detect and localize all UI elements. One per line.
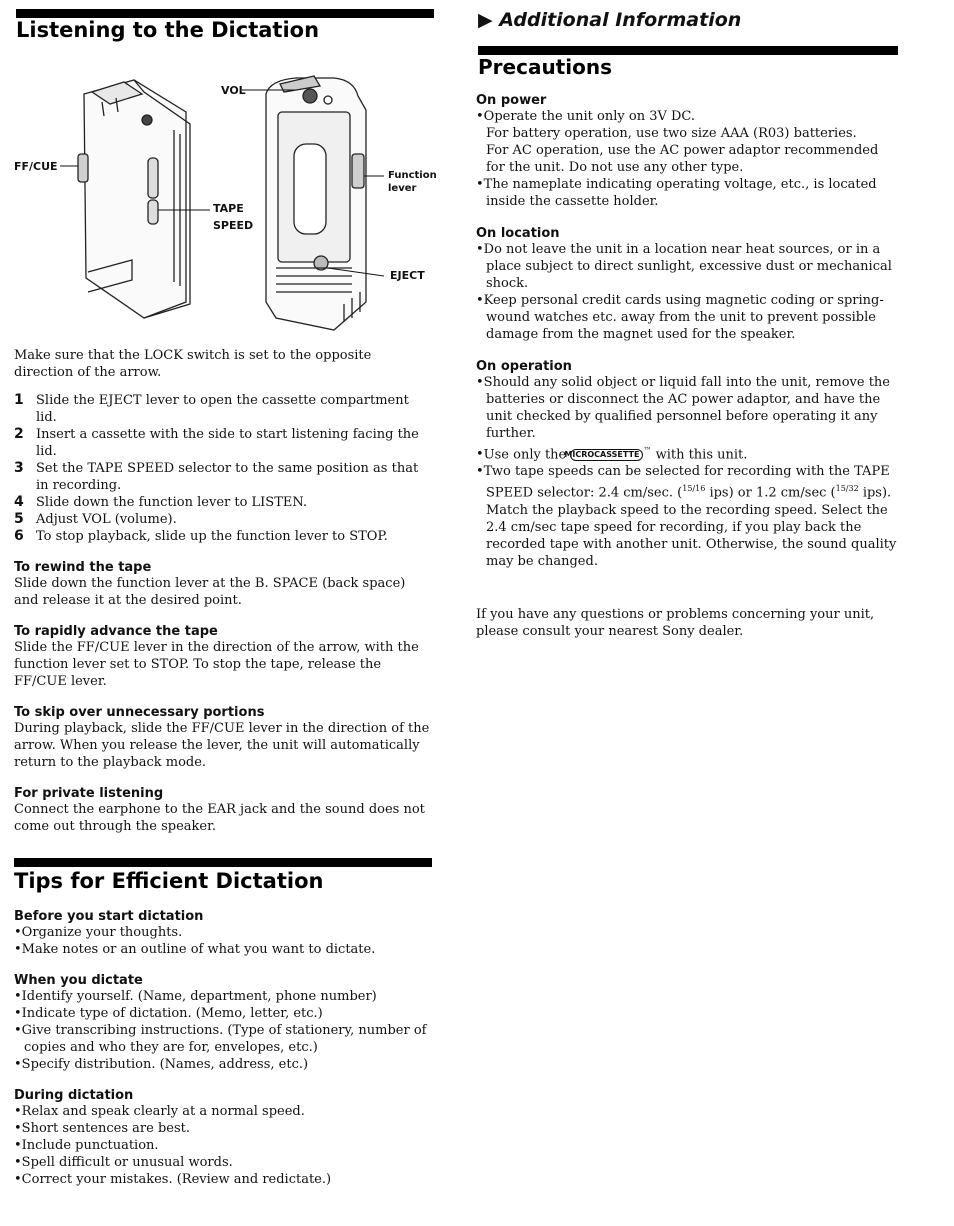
rewind-text: Slide down the function lever at the B. SPACE (back space) and release it at the desired point. (14, 576, 406, 608)
list-item: • Do not leave the unit in a location near heat sources, or in a place subject to direct sunlight, excessive dust or mechanical shock. (476, 241, 898, 292)
step-item: 4 Slide down the function lever to LISTEN. (14, 494, 308, 510)
arrow-icon: ▶ (478, 9, 493, 31)
function-lever-label-1: Function (388, 170, 437, 181)
additional-header (478, 9, 741, 31)
list-item: • Make notes or an outline of what you want to dictate. (14, 941, 432, 958)
skip-text: During playback, slide the FF/CUE lever in the direction of the arrow. When you release the lever, the unit will automatically return to the playback mode. (14, 721, 430, 770)
list-item: • Keep personal credit cards using magnetic coding or spring-wound watches etc. away from the unit to prevent possible damage from the magnet used for the speaker. (476, 292, 898, 343)
function-lever-label-2: lever (388, 183, 417, 194)
section-rule (478, 46, 898, 55)
tips-body (14, 909, 432, 1188)
list-item: • Should any solid object or liquid fall into the unit, remove the batteries or disconnect the AC power adaptor, and have the unit checked by qualified personnel before operating it any further. (476, 374, 898, 442)
before-title: Before you start dictation (14, 909, 204, 924)
list-item: • Spell difficult or unusual words. (14, 1154, 432, 1171)
list-item: • Identify yourself. (Name, department, phone number) (14, 988, 432, 1005)
precautions-body (476, 93, 898, 640)
list-item: • Short sentences are best. (14, 1120, 432, 1137)
tape-label: TAPE (213, 202, 244, 215)
eject-label: EJECT (390, 269, 425, 282)
list-item: • Include punctuation. (14, 1137, 432, 1154)
list-item: • Relax and speak clearly at a normal speed. (14, 1103, 432, 1120)
section-rule (16, 9, 434, 18)
private-text: Connect the earphone to the EAR jack and the sound does not come out through the speaker. (14, 802, 425, 834)
precautions-title: Precautions (478, 55, 612, 79)
power-title: On power (476, 93, 547, 108)
list-item: • Operate the unit only on 3V DC. (476, 108, 898, 125)
step-item: 5 Adjust VOL (volume). (14, 511, 177, 527)
listening-title: Listening to the Dictation (16, 18, 320, 42)
list-item: • Indicate type of dictation. (Memo, letter, etc.) (14, 1005, 432, 1022)
step-item: 3 Set the TAPE SPEED selector to the same position as that in recording. (14, 460, 419, 493)
private-title: For private listening (14, 786, 164, 801)
intro-text: Make sure that the LOCK switch is set to the opposite direction of the arrow. (14, 348, 372, 380)
vol-label: VOL (221, 84, 246, 97)
additional-title: Additional Information (499, 9, 742, 31)
step-item: 1 Slide the EJECT lever to open the cassette compartment lid. (14, 392, 409, 425)
ffcue-label: FF/CUE (14, 160, 58, 173)
list-item: • Organize your thoughts. (14, 924, 432, 941)
power-text: For AC operation, use the AC power adaptor recommended for the unit. Do not use any other type. (486, 143, 879, 175)
list-item: • Specify distribution. (Names, address, etc.) (14, 1056, 432, 1073)
skip-title: To skip over unnecessary portions (14, 705, 265, 720)
listening-body (14, 347, 432, 835)
list-item: • Give transcribing instructions. (Type of stationery, number of copies and who they are for, envelopes, etc.) (14, 1022, 432, 1056)
section-rule (14, 858, 432, 867)
when-title: When you dictate (14, 973, 143, 988)
advance-text: Slide the FF/CUE lever in the direction of the arrow, with the function lever set to STOP. To stop the tape, release the FF/CUE lever. (14, 640, 419, 689)
location-title: On location (476, 226, 560, 241)
closing-text: If you have any questions or problems concerning your unit, please consult your nearest Sony dealer. (476, 606, 875, 639)
operation-title: On operation (476, 359, 572, 374)
microcassette-logo: MICROCASSETTE (570, 449, 643, 461)
list-item: • Correct your mistakes. (Review and redictate.) (14, 1171, 432, 1188)
speed-label: SPEED (213, 219, 254, 232)
step-item: 2 Insert a cassette with the side to start listening facing the lid. (14, 426, 419, 459)
step-item: 6 To stop playback, slide up the function lever to STOP. (14, 528, 388, 544)
during-title: During dictation (14, 1088, 134, 1103)
steps-list (14, 392, 432, 545)
power-text: For battery operation, use two size AAA (R03) batteries. (486, 126, 857, 141)
rewind-title: To rewind the tape (14, 560, 152, 575)
tips-title: Tips for Efficient Dictation (14, 869, 324, 893)
list-item: • Two tape speeds can be selected for recording with the TAPE SPEED selector: 2.4 cm/sec. ($^{15/16}$ ips) or 1.2 cm/sec ($^{15/32}$ ips). Match the playback speed to the recording speed. Select the 2.4 cm/sec tape speed for recording, if you play back the recorded tape with another unit. Otherwise, the sound quality may be changed. (476, 463, 898, 569)
list-item: • Use only the MICROCASSETTE ™ with this unit. (476, 442, 898, 463)
list-item: • The nameplate indicating operating voltage, etc., is located inside the cassette holder. (476, 176, 898, 210)
advance-title: To rapidly advance the tape (14, 624, 218, 639)
